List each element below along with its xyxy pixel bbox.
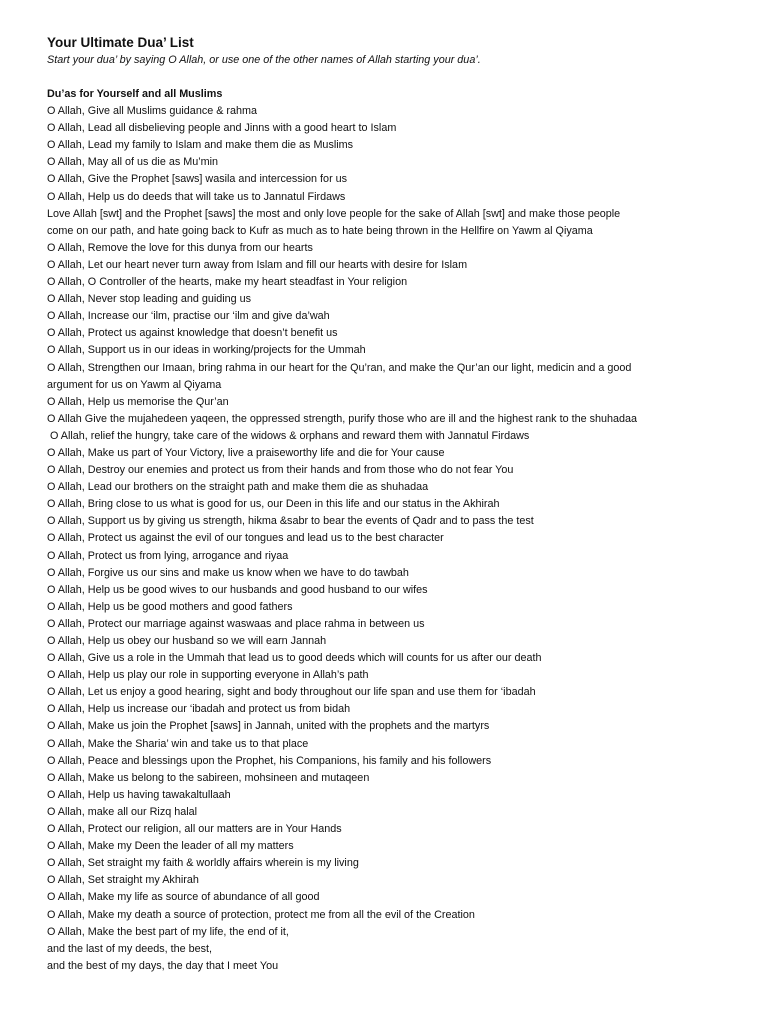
dua-line: O Allah, Give all Muslims guidance & rahma [47,105,258,118]
dua-line: O Allah, O Controller of the hearts, make my heart steadfast in Your religion [47,276,408,289]
dua-line: and the best of my days, the day that I meet You [47,959,279,972]
document-subtitle: Start your dua’ by saying O Allah, or use one of the other names of Allah starting your dua’. [47,54,481,66]
dua-line: O Allah, Protect us against knowledge that doesn’t benefit us [47,327,338,340]
dua-line: O Allah, Set straight my Akhirah [47,874,199,887]
dua-line: O Allah, Peace and blessings upon the Prophet, his Companions, his family and his followers [47,754,492,767]
dua-line: O Allah, Protect us against the evil of our tongues and lead us to the best character [47,532,444,545]
dua-line: O Allah, make all our Rizq halal [47,805,198,818]
dua-line: O Allah, May all of us die as Mu’min [47,156,219,169]
dua-line: O Allah, relief the hungry, take care of the widows & orphans and reward them with Jannatul Firdaws [47,429,530,442]
dua-line: O Allah, Make my life as source of abundance of all good [47,891,320,904]
dua-line: O Allah, Help us play our role in supporting everyone in Allah’s path [47,669,369,682]
dua-line: O Allah, Let our heart never turn away from Islam and fill our hearts with desire for Islam [47,258,468,271]
dua-line: O Allah, Set straight my faith & worldly affairs wherein is my living [47,857,359,870]
dua-line: O Allah, Protect us from lying, arrogance and riyaa [47,549,289,562]
dua-line: O Allah, Destroy our enemies and protect us from their hands and from those who do not fear You [47,464,514,477]
dua-line: O Allah, Lead my family to Islam and make them die as Muslims [47,139,354,152]
dua-line: and the last of my deeds, the best, [47,942,213,955]
document-page [47,34,747,975]
document-title: Your Ultimate Dua’ List [47,35,194,50]
dua-line: O Allah, Help us obey our husband so we will earn Jannah [47,635,327,647]
dua-line: argument for us on Yawm al Qiyama [47,378,222,391]
dua-line: O Allah, Protect our religion, all our matters are in Your Hands [47,823,342,836]
dua-line: O Allah, Help us memorise the Qur’an [47,395,229,408]
dua-line: O Allah, Make my death a source of protection, protect me from all the evil of the Creation [47,908,475,921]
dua-list [47,103,747,975]
dua-line: O Allah, Help us having tawakaltullaah [47,788,231,801]
dua-line: come on our path, and hate going back to Kufr as much as to hate being thrown in the Hellfire on Yawm al Qiyama [47,224,593,237]
dua-line: O Allah, Help us be good mothers and good fathers [47,600,293,613]
dua-line: O Allah, Lead our brothers on the straight path and make them die as shuhadaa [47,481,429,494]
dua-line: O Allah, Help us do deeds that will take us to Jannatul Firdaws [47,190,346,203]
dua-line: O Allah, Never stop leading and guiding us [47,293,252,306]
dua-line: O Allah, Support us by giving us strength, hikma &sabr to bear the events of Qadr and to pass the test [47,515,534,528]
dua-line: O Allah, Forgive us our sins and make us know when we have to do tawbah [47,566,409,579]
dua-line: O Allah, Increase our ‘ilm, practise our ‘ilm and give da’wah [47,310,330,323]
dua-line: O Allah, Give us a role in the Ummah that lead us to good deeds which will counts for us after our death [47,652,542,665]
dua-line: O Allah, Strengthen our Imaan, bring rahma in our heart for the Qu’ran, and make the Qur’an our light, medicin and a good [47,361,632,374]
dua-line: O Allah, Lead all disbelieving people and Jinns with a good heart to Islam [47,122,397,135]
dua-line: O Allah, Give the Prophet [saws] wasila and intercession for us [47,173,348,186]
dua-line: O Allah, Make us join the Prophet [saws] in Jannah, united with the prophets and the martyrs [47,720,490,733]
section-heading: Du’as for Yourself and all Muslims [47,88,223,100]
dua-line: O Allah, Make us belong to the sabireen, mohsineen and mutaqeen [47,771,370,784]
dua-line: O Allah Give the mujahedeen yaqeen, the oppressed strength, purify those who are ill and the highest rank to the shuhadaa [47,412,638,425]
dua-line: O Allah, Make us part of Your Victory, live a praiseworthy life and die for Your cause [47,446,445,459]
dua-line: O Allah, Help us increase our ‘ibadah and protect us from bidah [47,703,351,716]
dua-line: O Allah, Bring close to us what is good for us, our Deen in this life and our status in the Akhirah [47,498,500,511]
dua-line: O Allah, Remove the love for this dunya from our hearts [47,241,313,254]
dua-line: Love Allah [swt] and the Prophet [saws] the most and only love people for the sake of Allah [swt] and make those people [47,207,621,220]
dua-line: O Allah, Make my Deen the leader of all my matters [47,840,294,853]
dua-line: O Allah, Support us in our ideas in working/projects for the Ummah [47,344,366,357]
dua-line: O Allah, Make the Sharia’ win and take us to that place [47,737,309,750]
dua-line: O Allah, Help us be good wives to our husbands and good husband to our wifes [47,583,428,596]
dua-line: O Allah, Make the best part of my life, the end of it, [47,925,289,938]
dua-line: O Allah, Let us enjoy a good hearing, sight and body throughout our life span and use them for ‘ibadah [47,686,536,699]
dua-line: O Allah, Protect our marriage against waswaas and place rahma in between us [47,617,425,630]
